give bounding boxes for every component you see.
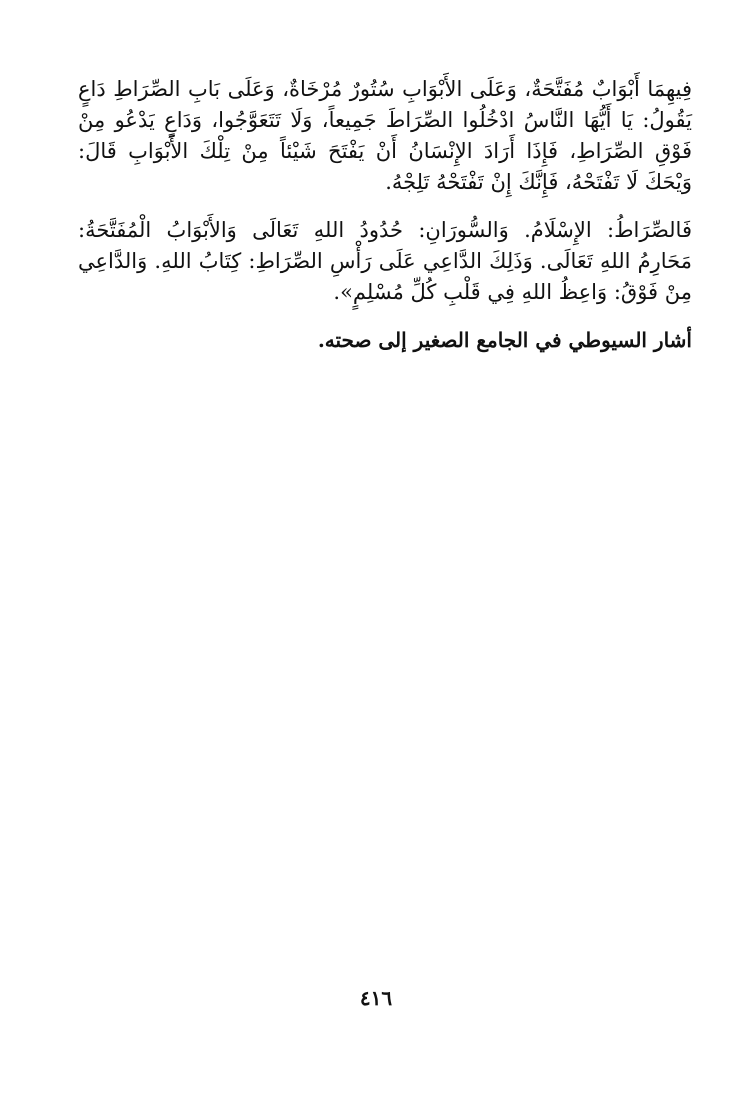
hadith-text-paragraph: فِيهِمَا أَبْوَابٌ مُفَتَّحَةٌ، وَعَلَى الأَبْوَابِ سُتُورٌ مُرْخَاةٌ، وَعَلَى بَابِ الصِّرَاطِ دَاعٍ يَقُولُ: يَا أَيُّهَا النَّاسُ ادْخُلُوا الصِّرَاطَ جَمِيعاً، وَلَا تَتَعَوَّجُوا، وَدَاعٍ يَدْعُو مِنْ فَوْقِ الصِّرَاطِ، فَإِذَا أَرَادَ الإِنْسَانُ أَنْ يَفْتَحَ شَيْئاً مِنْ تِلْكَ الأَبْوَابِ قَالَ: وَيْحَكَ لَا تَفْتَحْهُ، فَإِنَّكَ إِنْ تَفْتَحْهُ تَلِجْهُ. bbox=[78, 77, 692, 194]
explanation-paragraph: فَالصِّرَاطُ: الإِسْلَامُ. وَالسُّورَانِ: حُدُودُ اللهِ تَعَالَى وَالأَبْوَابُ الْمُفَتَّحَةُ: مَحَارِمُ اللهِ تَعَالَى. وَذَلِكَ الدَّاعِي عَلَى رَأْسِ الصِّرَاطِ: كِتَابُ اللهِ. وَالدَّاعِي مِنْ فَوْقُ: وَاعِظُ اللهِ فِي قَلْبِ كُلِّ مُسْلِمٍ». bbox=[78, 218, 692, 304]
document-page bbox=[78, 74, 692, 1034]
page-number: ٤١٦ bbox=[359, 986, 393, 1010]
footnote-authentication: أشار السيوطي في الجامع الصغير إلى صحته. bbox=[317, 328, 692, 352]
